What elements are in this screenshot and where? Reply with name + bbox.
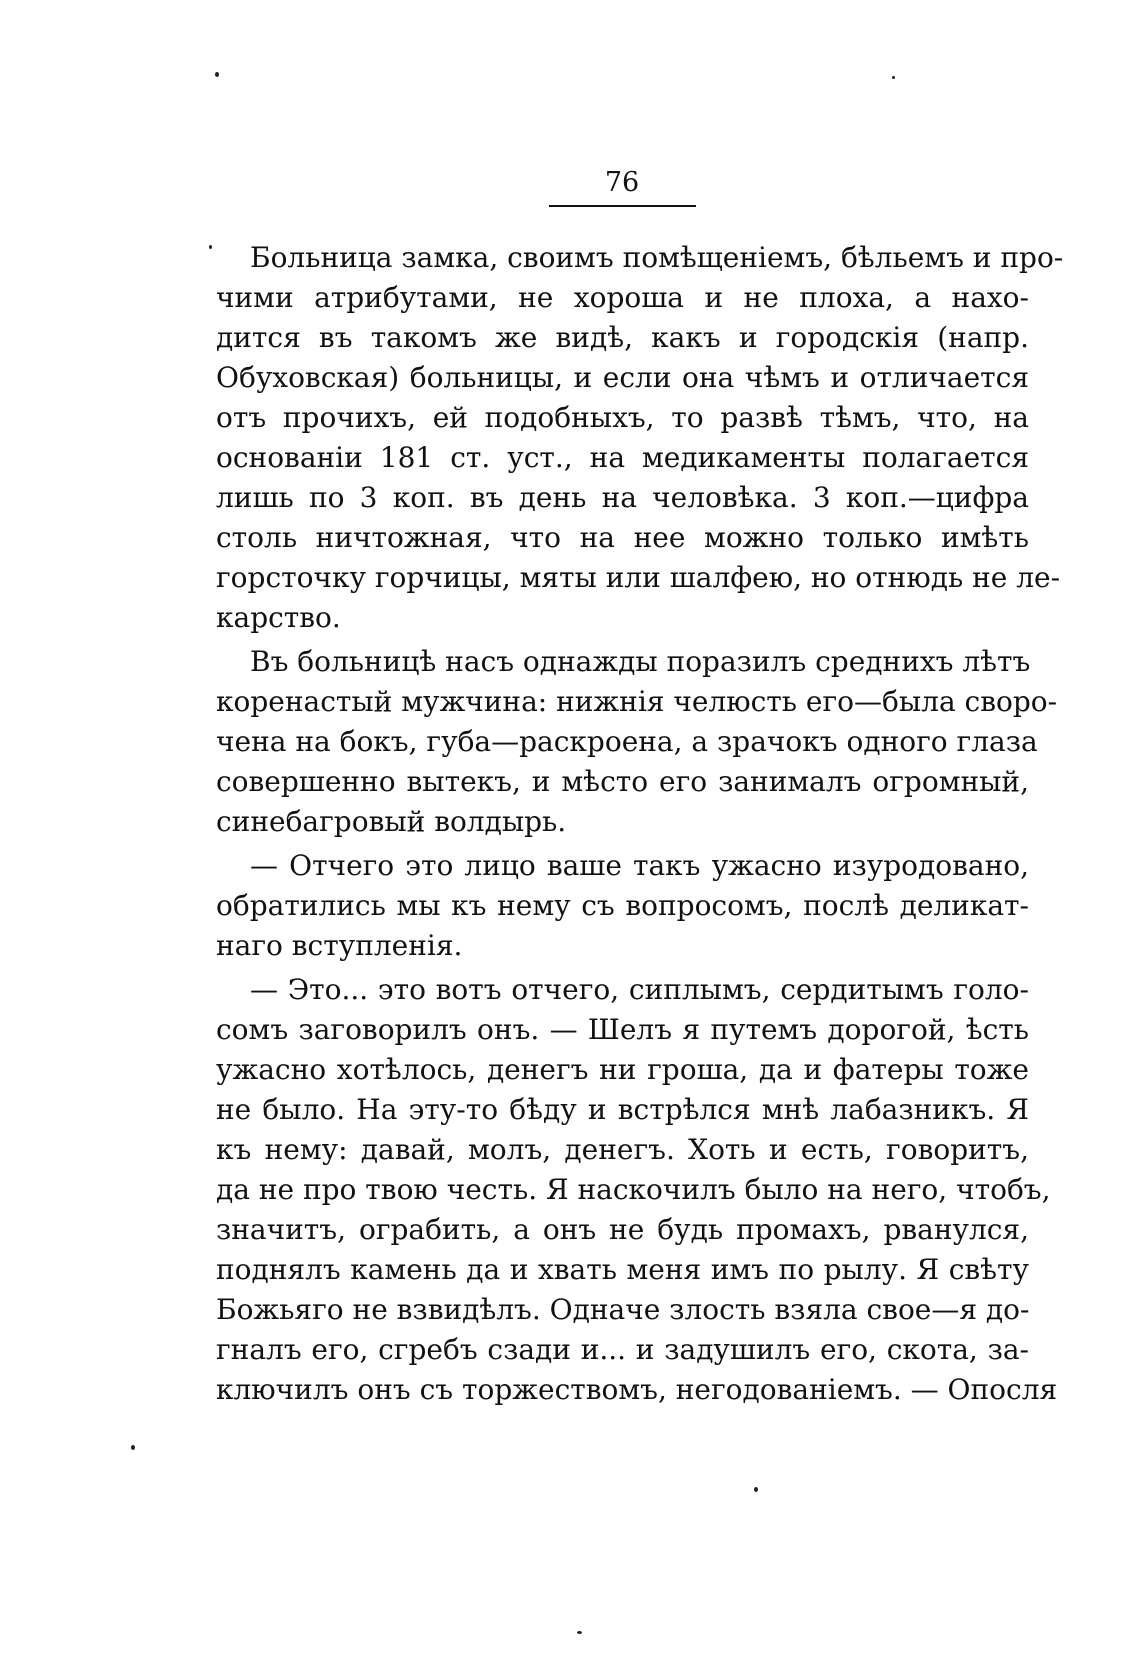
text-line: коренастый мужчина: нижнія челюсть его—была своро- <box>216 685 1058 718</box>
text-line: къ нему: давай, молъ, денегъ. Хоть и есть, говоритъ, <box>216 1133 1029 1166</box>
text-line: обратились мы къ нему съ вопросомъ, послѣ деликат- <box>216 889 1029 922</box>
text-line: синебагровый волдырь. <box>216 805 567 838</box>
text-line: ужасно хотѣлось, денегъ ни гроша, да и фатеры тоже <box>216 1053 1029 1086</box>
text-line: Божьяго не взвидѣлъ. Одначе злость взяла свое—я до- <box>216 1293 1030 1326</box>
text-line: дится въ такомъ же видѣ, какъ и городскія (напр. <box>216 321 1029 354</box>
text-line: — Это... это вотъ отчего, сиплымъ, сердитымъ голо- <box>250 973 1029 1006</box>
page-number: 76 <box>604 167 640 198</box>
paragraph <box>216 970 1058 1410</box>
scan-speck <box>892 76 895 79</box>
scan-speck <box>577 1631 582 1634</box>
text-line: наго вступленія. <box>216 929 463 962</box>
text-line: не было. На эту-то бѣду и встрѣлся мнѣ лабазникъ. Я <box>216 1093 1029 1126</box>
body-text <box>216 238 1064 1410</box>
text-line: столь ничтожная, что на нее можно только имѣть <box>216 521 1029 554</box>
text-line: горсточку горчицы, мяты или шалфею, но отнюдь не ле- <box>216 561 1061 594</box>
text-line: основаніи 181 ст. уст., на медикаменты полагается <box>216 441 1029 474</box>
text-line: карство. <box>216 601 341 634</box>
scan-speck <box>215 72 219 77</box>
text-line: — Отчего это лицо ваше такъ ужасно изуродовано, <box>250 849 1029 882</box>
text-line: Больница замка, своимъ помѣщеніемъ, бѣльемъ и про- <box>250 241 1064 274</box>
text-line: чена на бокъ, губа—раскроена, а зрачокъ одного глаза <box>216 725 1038 758</box>
text-line: чими атрибутами, не хороша и не плоха, а нахо- <box>216 281 1029 314</box>
text-line: значитъ, ограбить, а онъ не будь промахъ, рванулся, <box>216 1213 1029 1246</box>
text-line: отъ прочихъ, ей подобныхъ, то развѣ тѣмъ, что, на <box>216 401 1029 434</box>
scan-speck <box>754 1487 758 1492</box>
scan-speck <box>131 1445 135 1450</box>
header-rule <box>549 205 696 207</box>
text-line: Въ больницѣ насъ однажды поразилъ среднихъ лѣтъ <box>250 645 1031 678</box>
text-line: гналъ его, сгребъ сзади и... и задушилъ его, скота, за- <box>216 1333 1029 1366</box>
text-line: поднялъ камень да и хвать меня имъ по рылу. Я свѣту <box>216 1253 1029 1286</box>
text-line: совершенно вытекъ, и мѣсто его занималъ огромный, <box>216 765 1029 798</box>
text-line: да не про твою честь. Я наскочилъ было на него, чтобъ, <box>216 1173 1051 1206</box>
paragraph <box>216 642 1058 842</box>
text-line: лишь по 3 коп. въ день на человѣка. 3 коп.—цифра <box>216 481 1029 514</box>
scan-speck <box>209 245 212 249</box>
paragraph <box>216 238 1064 638</box>
text-line: сомъ заговорилъ онъ. — Шелъ я путемъ дорогой, ѣсть <box>216 1013 1029 1046</box>
text-line: ключилъ онъ съ торжествомъ, негодованіемъ. — Опосля <box>216 1373 1058 1406</box>
paragraph <box>216 846 1029 966</box>
text-line: Обуховская) больницы, и если она чѣмъ и отличается <box>216 361 1029 394</box>
